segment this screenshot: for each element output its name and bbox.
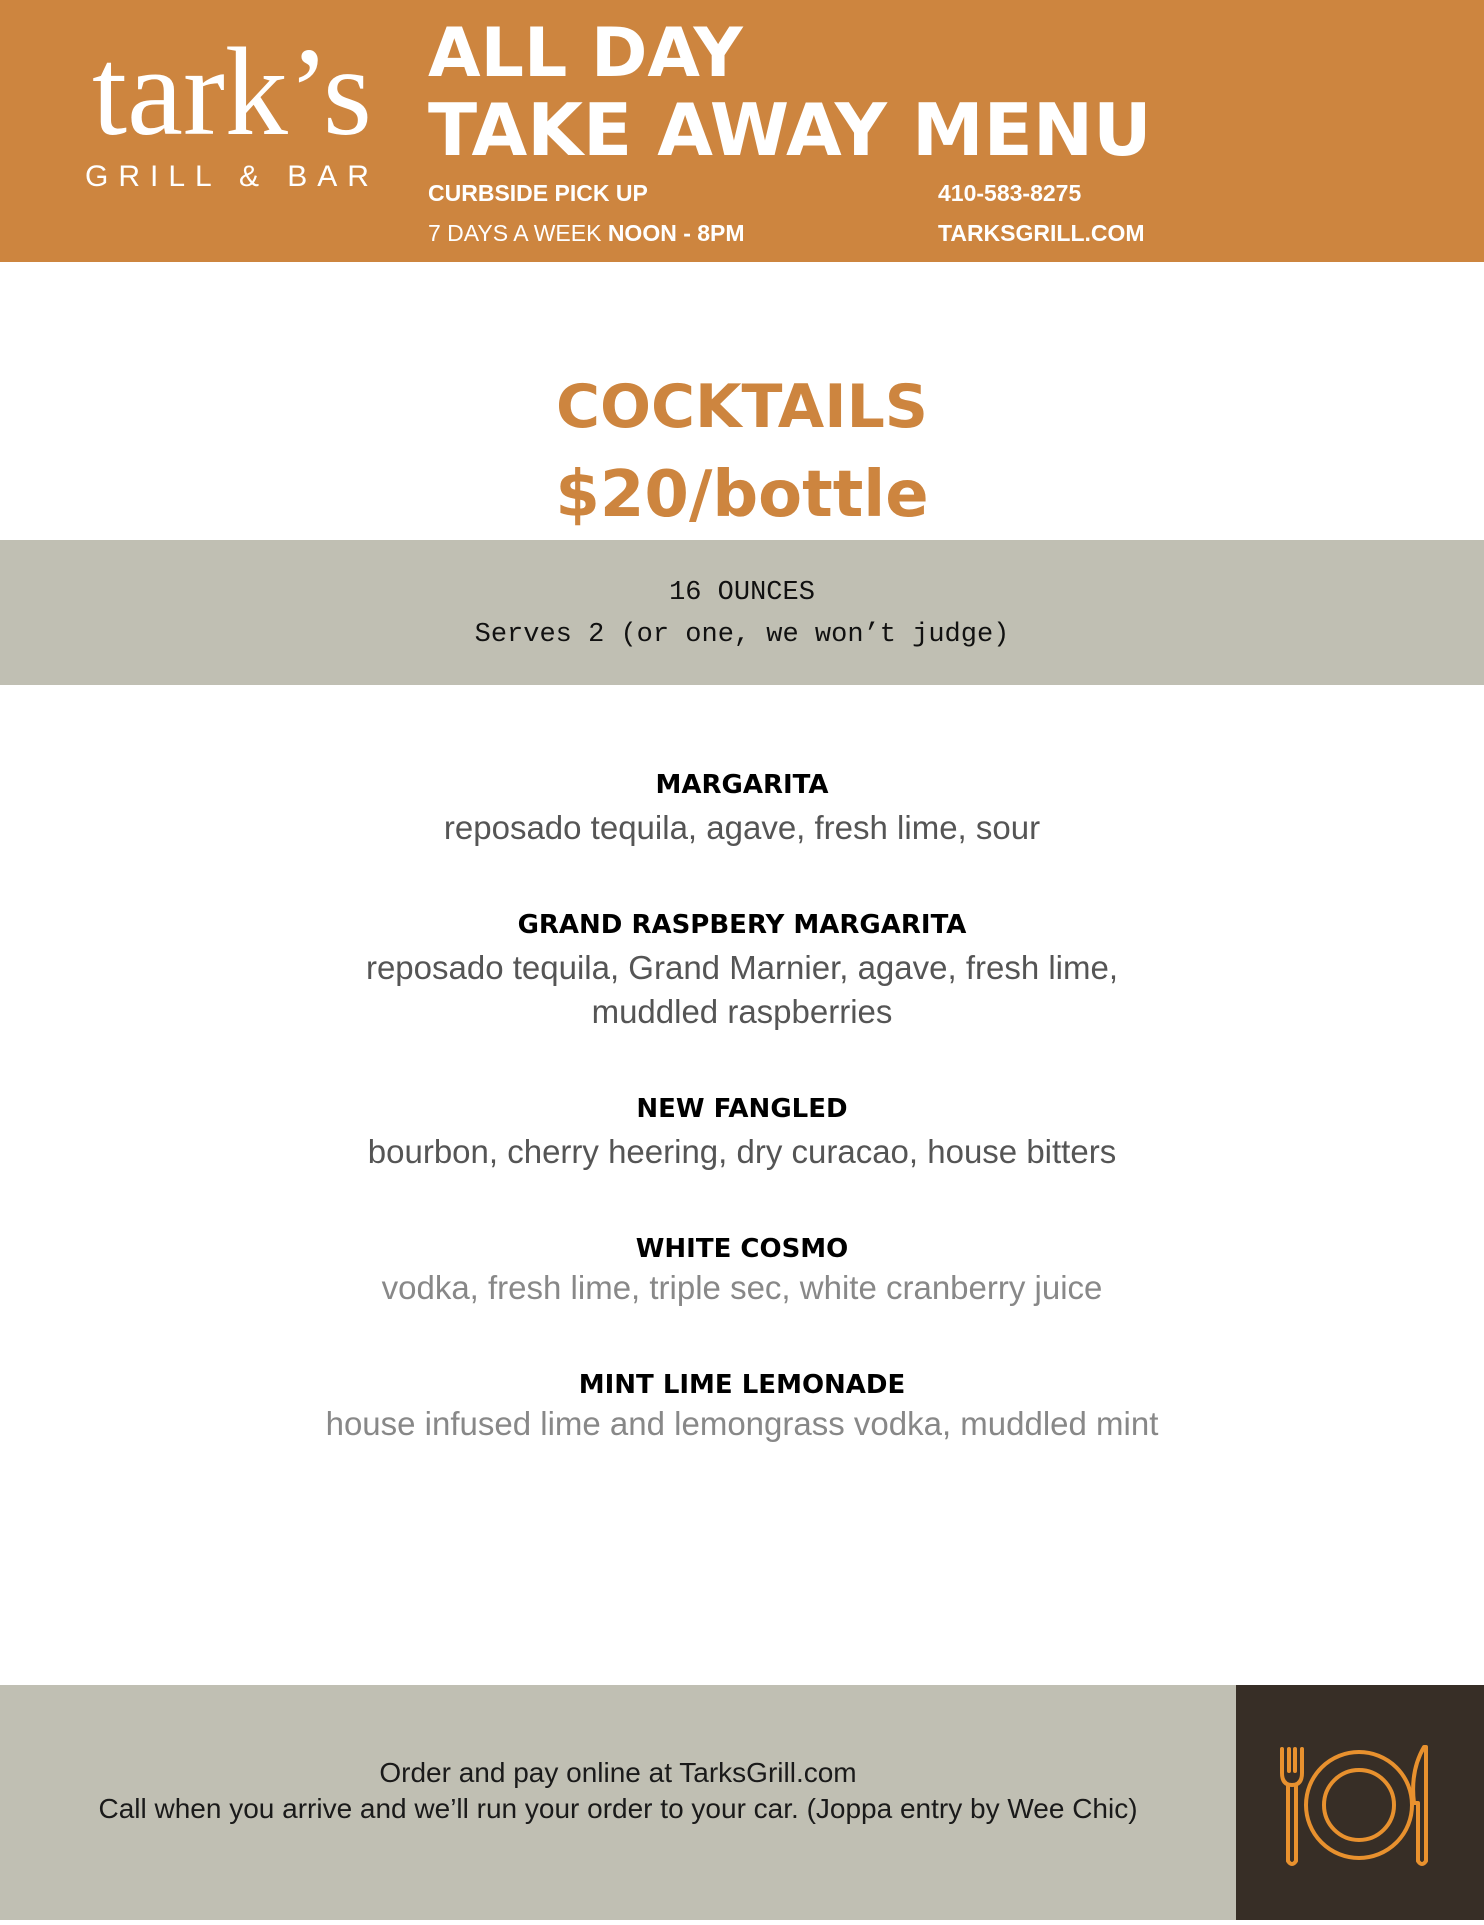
footer-band bbox=[0, 1685, 1236, 1920]
serving-note: Serves 2 (or one, we won’t judge) bbox=[474, 620, 1010, 650]
headline-take-away-menu: TAKE AWAY MENU bbox=[428, 88, 1152, 172]
item-desc: reposado tequila, Grand Marnier, agave, fresh lime, bbox=[365, 949, 1119, 986]
item-desc: vodka, fresh lime, triple sec, white cranberry juice bbox=[381, 1269, 1103, 1306]
section-price: $20/bottle bbox=[555, 458, 929, 532]
item-desc: reposado tequila, agave, fresh lime, sour bbox=[443, 809, 1041, 846]
days-text: 7 DAYS A WEEK bbox=[428, 220, 602, 246]
hours-text: NOON - 8PM bbox=[607, 220, 745, 246]
plate-fork-knife-icon bbox=[1236, 1685, 1484, 1920]
item-name: GRAND RASPBERY MARGARITA bbox=[517, 910, 967, 940]
item-name: MINT LIME LEMONADE bbox=[578, 1370, 906, 1400]
footer-order-online: Order and pay online at TarksGrill.com bbox=[379, 1757, 857, 1788]
item-name: NEW FANGLED bbox=[636, 1094, 848, 1124]
hours-line bbox=[428, 220, 745, 247]
logo-wordmark: tark’s bbox=[92, 23, 372, 162]
serving-info-band bbox=[0, 540, 1484, 685]
logo bbox=[82, 23, 382, 194]
item-desc: muddled raspberries bbox=[591, 993, 893, 1030]
headline-all-day: ALL DAY bbox=[428, 14, 743, 93]
section-title: COCKTAILS bbox=[555, 372, 929, 442]
header-banner bbox=[0, 0, 1484, 262]
item-desc: bourbon, cherry heering, dry curacao, house bitters bbox=[367, 1133, 1117, 1170]
item-desc: house infused lime and lemongrass vodka, muddled mint bbox=[325, 1405, 1159, 1442]
logo-subtitle: GRILL & BAR bbox=[85, 160, 379, 193]
website-link[interactable]: TARKSGRILL.COM bbox=[938, 220, 1145, 246]
serving-size: 16 OUNCES bbox=[669, 578, 815, 608]
phone-number[interactable]: 410-583-8275 bbox=[938, 180, 1082, 206]
curbside-pickup: CURBSIDE PICK UP bbox=[428, 180, 648, 206]
footer-call-instructions: Call when you arrive and we’ll run your order to your car. (Joppa entry by Wee Chic) bbox=[98, 1793, 1138, 1824]
icon-panel bbox=[1236, 1685, 1484, 1920]
item-name: WHITE COSMO bbox=[635, 1234, 849, 1264]
item-name: MARGARITA bbox=[655, 770, 829, 800]
